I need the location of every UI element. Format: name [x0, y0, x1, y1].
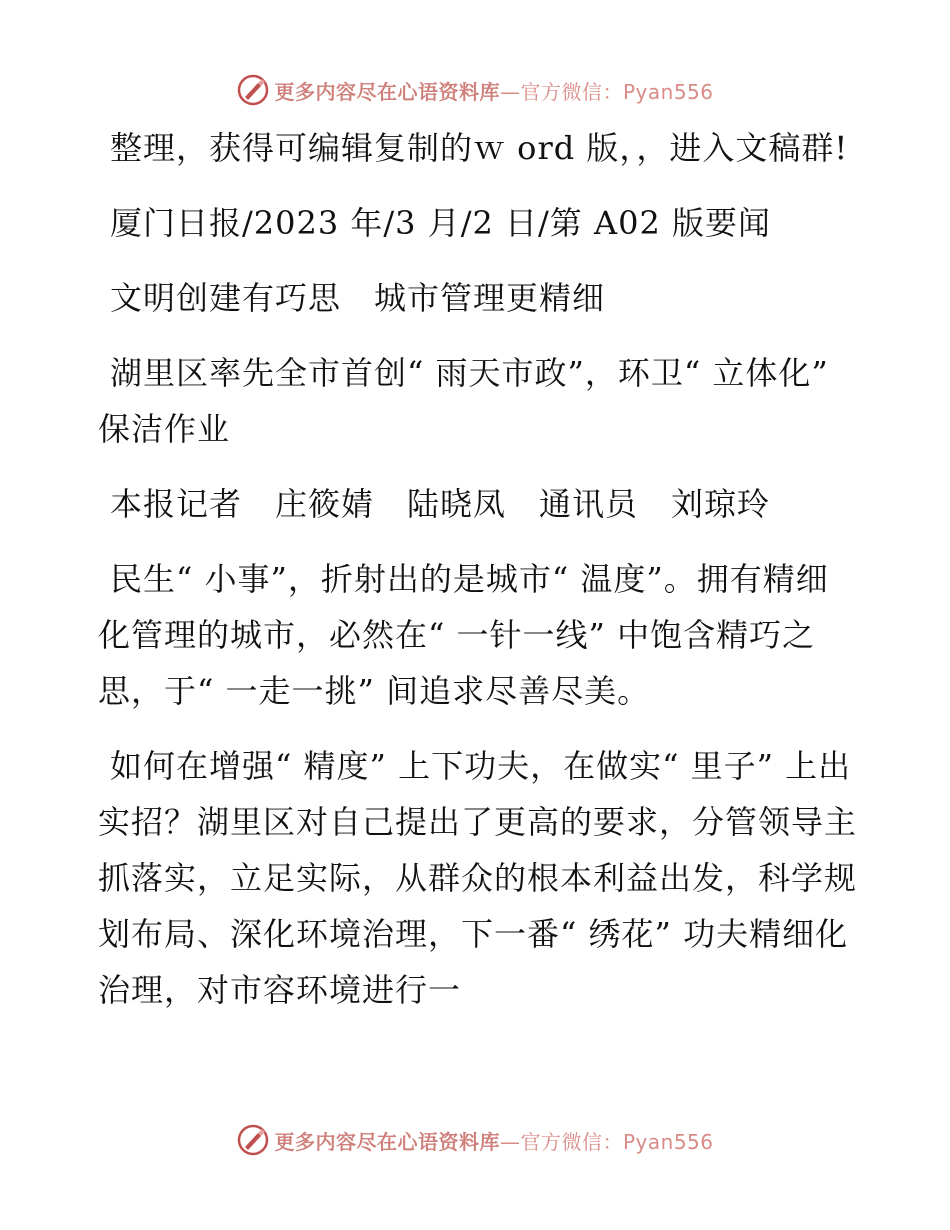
- header-watermark: [0, 70, 950, 110]
- article-title: 文明创建有巧思 城市管理更精细: [110, 279, 606, 317]
- intro-paragraph: 整理，获得可编辑复制的ｗ ord 版，，进入文稿群!: [110, 129, 849, 167]
- article-subtitle: 湖里区率先全市首创“ 雨天市政”，环卫“ 立体化” 保洁作业: [98, 354, 829, 448]
- watermark-text: 更多内容尽在心语资料库—官方微信：Pyan556: [274, 1129, 714, 1154]
- footer-watermark: [0, 1120, 950, 1160]
- body-paragraph: 如何在增强“ 精度” 上下功夫，在做实“ 里子” 上出实招？湖里区对自己提出了更高的要求，分管领导主抓落实，立足实际，从群众的根本利益出发，科学规划布局、深化环境治理，下一番“ 绣花” 功夫精细化治理，对市容环境进行一: [98, 747, 858, 1009]
- watermark-text: 更多内容尽在心语资料库—官方微信：Pyan556: [274, 79, 714, 104]
- pen-logo-icon: [236, 1123, 270, 1157]
- body-paragraph: 民生“ 小事”，折射出的是城市“ 温度”。拥有精细化管理的城市，必然在“ 一针一线” 中饱含精巧之思，于“ 一走一挑” 间追求尽善尽美。: [98, 560, 829, 710]
- source-line: 厦门日报/2023 年/3 月/2 日/第 A02 版要闻: [110, 204, 771, 242]
- pen-logo-icon: [236, 73, 270, 107]
- byline: 本报记者 庄筱婧 陆晓凤 通讯员 刘琼玲: [110, 485, 771, 523]
- document-body: [98, 120, 858, 1037]
